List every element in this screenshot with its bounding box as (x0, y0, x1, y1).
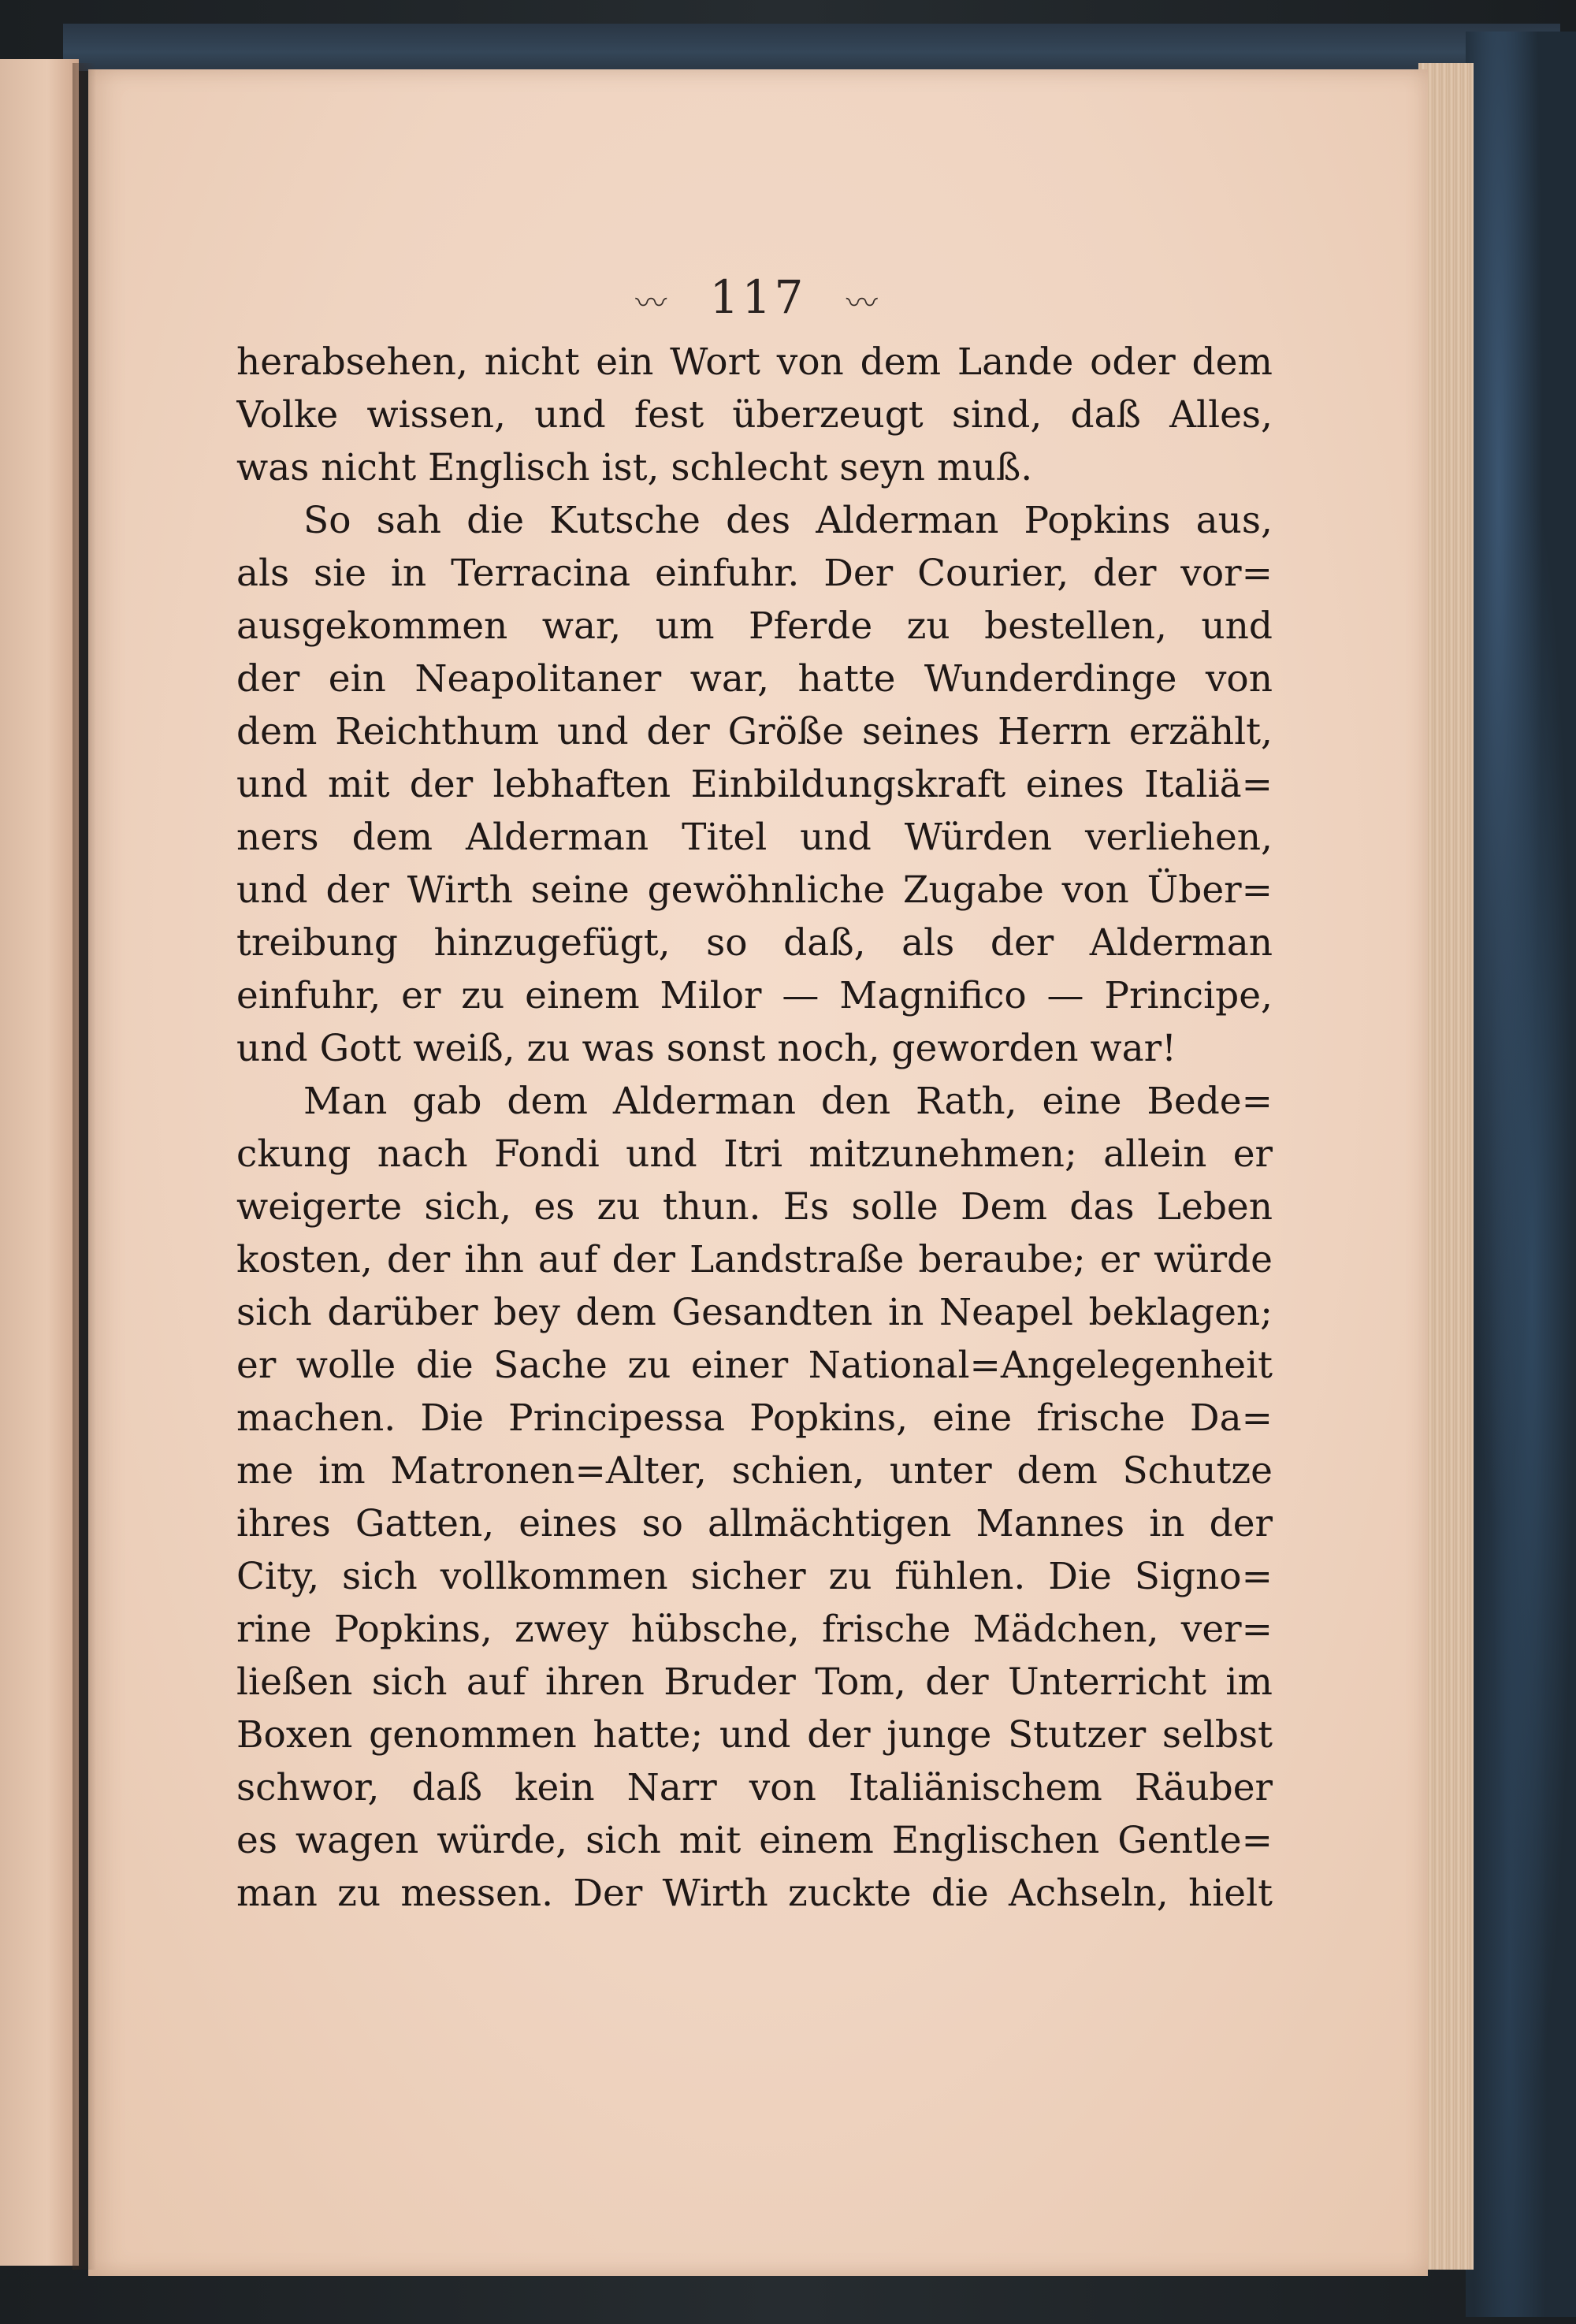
text-line: ners dem Alderman Titel und Würden verliehen, (236, 816, 1273, 859)
text-line: und Gott weiß, zu was sonst noch, geworden war! (236, 1027, 1177, 1070)
text-line: rine Popkins, zwey hübsche, frische Mädchen, ver= (236, 1608, 1273, 1651)
book-cover-right (1466, 32, 1576, 2317)
text-line: kosten, der ihn auf der Landstraße beraube; er würde (236, 1238, 1273, 1281)
text-line: es wagen würde, sich mit einem Englischen Gentle= (236, 1819, 1273, 1862)
text-line: machen. Die Principessa Popkins, eine frische Da= (236, 1396, 1273, 1440)
text-line: ihres Gatten, eines so allmächtigen Mannes in der (236, 1502, 1273, 1545)
book-page (88, 69, 1428, 2276)
text-line: und mit der lebhaften Einbildungskraft eines Italiä= (236, 763, 1273, 806)
text-line: treibung hinzugefügt, so daß, als der Alderman (236, 921, 1273, 965)
text-line: ckung nach Fondi und Itri mitzunehmen; allein er (236, 1132, 1273, 1176)
text-line: City, sich vollkommen sicher zu fühlen. Die Signo= (236, 1555, 1273, 1598)
text-line: ließen sich auf ihren Bruder Tom, der Unterricht im (236, 1660, 1273, 1704)
ornament-right-icon: 〰 (846, 285, 881, 322)
body-text (236, 336, 1273, 1920)
text-line: er wolle die Sache zu einer National=Angelegenheit (236, 1344, 1273, 1387)
facing-page-edge (0, 59, 79, 2266)
text-line: Boxen genommen hatte; und der junge Stutzer selbst (236, 1713, 1273, 1757)
text-line: me im Matronen=Alter, schien, unter dem Schutze (236, 1449, 1273, 1493)
text-line: Volke wissen, und fest überzeugt sind, daß Alles, (236, 393, 1273, 437)
text-line: sich darüber bey dem Gesandten in Neapel beklagen; (236, 1291, 1273, 1334)
ornament-left-icon: 〰 (635, 285, 671, 322)
text-line: einfuhr, er zu einem Milor — Magnifico — Principe, (236, 974, 1273, 1017)
text-line: schwor, daß kein Narr von Italiänischem Räuber (236, 1766, 1273, 1809)
text-line: herabsehen, nicht ein Wort von dem Lande oder dem (236, 340, 1273, 384)
text-line: und der Wirth seine gewöhnliche Zugabe von Über= (236, 868, 1273, 912)
text-line: Man gab dem Alderman den Rath, eine Bede= (303, 1080, 1273, 1123)
text-line: man zu messen. Der Wirth zuckte die Achseln, hielt (236, 1872, 1273, 1915)
text-line: So sah die Kutsche des Alderman Popkins aus, (303, 499, 1273, 542)
gutter-shadow (72, 63, 96, 2270)
page-header (88, 270, 1428, 324)
book-cover-top (63, 24, 1560, 71)
text-line: ausgekommen war, um Pferde zu bestellen, und (236, 604, 1273, 648)
text-line: was nicht Englisch ist, schlecht seyn muß. (236, 446, 1033, 489)
text-line: dem Reichthum und der Größe seines Herrn erzählt, (236, 710, 1273, 753)
page-number: 117 (709, 270, 807, 324)
text-line: weigerte sich, es zu thun. Es solle Dem das Leben (236, 1185, 1273, 1229)
text-line: der ein Neapolitaner war, hatte Wunderdinge von (236, 657, 1273, 701)
text-line: als sie in Terracina einfuhr. Der Courier, der vor= (236, 552, 1273, 595)
